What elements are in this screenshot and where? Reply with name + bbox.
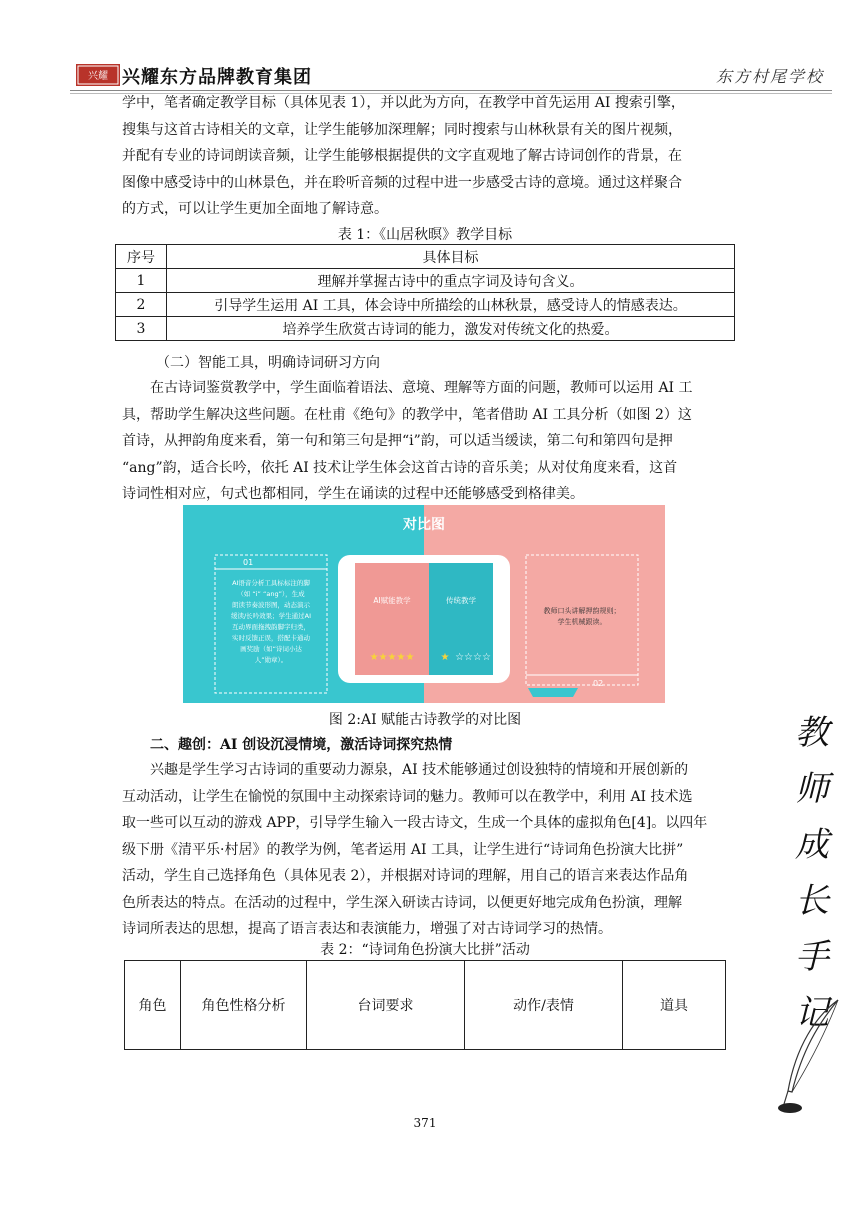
table-2 xyxy=(124,960,726,1050)
left-text-line: AI语音分析工具标标注的脚 xyxy=(232,579,310,587)
left-text-line: 互动界面拖拽韵脚字归类， xyxy=(232,623,310,631)
text-line: 诗词所表达的思想，提高了语言表达和表演能力，增强了对古诗词学习的热情。 xyxy=(122,921,612,937)
text-line: 兴趣是学生学习古诗词的重要动力源泉，AI 技术能够通过创设独特的情境和开展创新的 xyxy=(150,762,689,778)
table-row xyxy=(116,317,735,341)
right-text-line: 学生机械跟读。 xyxy=(557,618,607,626)
table1-caption: 表 1：《山居秋暝》教学目标 xyxy=(337,227,513,243)
text-line: 搜集与这首古诗相关的文章，让学生能够加深理解；同时搜索与山林秋景有关的图片视频， xyxy=(122,121,682,138)
paragraph-2 xyxy=(122,375,728,508)
left-text-line: 人”勋章）。 xyxy=(254,656,288,664)
table2-caption: 表 2：“诗词角色扮演大比拼”活动 xyxy=(320,942,530,958)
sidebar-char: 长 xyxy=(795,881,829,921)
text-line: 在古诗词鉴赏教学中，学生面临着语法、意境、理解等方面的问题，教师可以运用 AI 工 xyxy=(150,380,693,396)
table-header: 角色性格分析 xyxy=(181,961,307,1050)
text-line: 的方式，可以让学生更加全面地了解诗意。 xyxy=(122,201,388,217)
figure-caption: 图 2:AI 赋能古诗教学的对比图 xyxy=(328,712,522,728)
left-text-line: 画奖励（如“诗词小达 xyxy=(240,645,302,653)
school-logo xyxy=(76,64,120,86)
section-heading-3: 二、趣创：AI 创设沉浸情境，激活诗词探究热情 xyxy=(150,737,453,753)
table-header: 角色 xyxy=(125,961,181,1050)
text-line: 色所表达的特点。在活动的过程中，学生深入研读古诗词，以便更好地完成角色扮演，理解 xyxy=(122,894,682,911)
sidebar-char: 记 xyxy=(795,993,829,1033)
text-line: 互动活动，让学生在愉悦的氛围中主动探索诗词的魅力。教师可以在教学中，利用 AI 技术选 xyxy=(122,788,693,805)
table-1 xyxy=(115,244,735,341)
right-text-line: 教师口头讲解押韵规则； xyxy=(543,607,621,615)
table-header: 动作/表情 xyxy=(465,961,623,1050)
table-cell: 培养学生欣赏古诗词的能力，激发对传统文化的热爱。 xyxy=(167,317,735,341)
text-line: 并配有专业的诗词朗读音频，让学生能够根据提供的文字直观地了解古诗词创作的背景，在 xyxy=(122,148,682,164)
comparison-figure xyxy=(183,505,665,703)
table-row xyxy=(116,293,735,317)
sidebar-char: 教 xyxy=(795,713,829,753)
left-text-line: 实时反馈正误，搭配卡通动 xyxy=(232,634,310,642)
logo-text: 兴耀 xyxy=(88,71,108,82)
ai-stars: ★★★★★ xyxy=(369,652,415,663)
text-line: 级下册《清平乐·村居》的教学为例，笔者运用 AI 工具，让学生进行“诗词角色扮演大比拼” xyxy=(122,841,684,858)
sidebar-char: 成 xyxy=(795,825,829,865)
trad-stars-empty: ☆☆☆☆ xyxy=(455,652,491,663)
section-heading-2: （二）智能工具，明确诗词研习方向 xyxy=(156,355,380,371)
text-line: 活动，学生自己选择角色（具体见表 2），并根据对诗词的理解，用自己的语言来表达作品角 xyxy=(122,868,689,884)
text-line: 诗词性相对应，句式也都相同，学生在诵读的过程中还能够感受到格律美。 xyxy=(122,486,584,502)
brand-name: 兴耀东方品牌教育集团 xyxy=(122,67,312,88)
left-text-line: 朗读节奏波形图，动态演示 xyxy=(232,601,310,609)
feather-quill-icon xyxy=(766,996,844,1116)
left-text-line: （如 “i” “ang”），生成 xyxy=(237,590,305,598)
trad-stars-filled: ★ xyxy=(440,652,450,663)
text-line: “ang”韵，适合长吟，依托 AI 技术让学生体会这首古诗的音乐美；从对仗角度来看，这首 xyxy=(122,459,678,476)
figure-number-2: 02 xyxy=(593,679,604,688)
table-cell: 1 xyxy=(116,269,167,293)
table-header: 台词要求 xyxy=(307,961,465,1050)
table-header: 道具 xyxy=(623,961,726,1050)
page-number: 371 xyxy=(413,1116,437,1130)
traditional-teaching-label: 传统教学 xyxy=(446,596,476,605)
table-cell: 理解并掌握古诗中的重点字词及诗句含义。 xyxy=(167,269,735,293)
paragraph-1 xyxy=(122,90,728,223)
table-header: 序号 xyxy=(116,245,167,269)
figure-number-1: 01 xyxy=(243,558,254,567)
text-line: 首诗，从押韵角度来看，第一句和第三句是押“i”韵，可以适当缓读，第二句和第四句是押 xyxy=(122,433,673,449)
text-line: 图像中感受诗中的山林景色，并在聆听音频的过程中进一步感受古诗的意境。通过这样聚合 xyxy=(122,174,682,191)
sidebar-char: 手 xyxy=(795,937,829,977)
school-name: 东方村尾学校 xyxy=(715,67,824,86)
text-line: 具，帮助学生解决这些问题。在杜甫《绝句》的教学中，笔者借助 AI 工具分析（如图 2）这 xyxy=(122,406,692,423)
left-text-line: 缓读/长吟效果；学生通过AI xyxy=(230,612,312,620)
text-line: 取一些可以互动的游戏 APP，引导学生输入一段古诗文，生成一个具体的虚拟角色[4]。以四年 xyxy=(122,815,708,831)
sidebar-calligraphy xyxy=(792,705,832,1041)
figure-title: 对比图 xyxy=(403,517,445,533)
table-row xyxy=(116,269,735,293)
table-cell: 2 xyxy=(116,293,167,317)
text-line: 学中，笔者确定教学目标（具体见表 1），并以此为方向，在教学中首先运用 AI 搜索引擎， xyxy=(122,95,685,111)
paragraph-3 xyxy=(122,757,728,943)
table-cell: 引导学生运用 AI 工具，体会诗中所描绘的山林秋景，感受诗人的情感表达。 xyxy=(167,293,735,317)
ai-teaching-label: AI赋能教学 xyxy=(373,596,411,605)
table-header: 具体目标 xyxy=(167,245,735,269)
table-cell: 3 xyxy=(116,317,167,341)
sidebar-char: 师 xyxy=(795,769,829,809)
